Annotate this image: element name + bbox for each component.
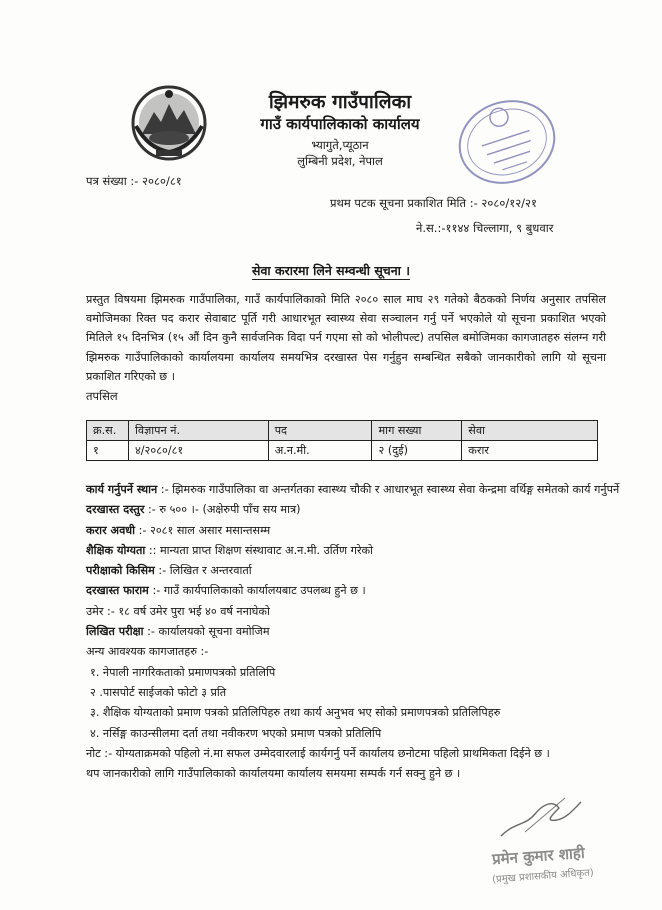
notice-details bbox=[86, 480, 626, 784]
list-item: ४. नर्सिङ्ग काउन्सीलमा दर्ता तथा नवीकरण भएको प्रमाण पत्रको प्रतिलिपि bbox=[90, 726, 382, 740]
age-item: उमेर :- १८ वर्ष उमेर पुरा भई ४० वर्ष ननाघेको bbox=[86, 604, 270, 618]
note-text: नोट :- योग्यताक्रमको पहिलो नं.मा सफल उम्मेदवारलाई कार्यगर्नु पर्ने कार्यालय छनोटमा पहिलो प्राथमिकता दिईने छ । bbox=[86, 746, 550, 760]
fee-text: :- रु ५०० ।- (अक्षेरुपी पाँच सय मात्र) bbox=[148, 503, 301, 517]
workplace-text: :- झिमरुक गाउँपालिका वा अन्तर्गतका स्वास्थ्य चौकी र आधारभूत स्वास्थ्य सेवा केन्द्रमा वर्थिङ्ग समेतको कार्य गर्नुपर्ने bbox=[160, 483, 620, 496]
docs-heading: अन्य आवश्यक कागजातहरु :- bbox=[86, 645, 209, 659]
qualification-item bbox=[86, 541, 626, 561]
nepal-samvat-date: ने.स.:-११४४ चिल्लागा, ९ बुधवार bbox=[416, 221, 554, 235]
form-item bbox=[86, 581, 626, 601]
exam-type-label: परीक्षाको किसिम bbox=[86, 564, 155, 578]
table-cell: करार bbox=[462, 441, 598, 461]
workplace-label: कार्य गर्नुपर्ने स्थान bbox=[86, 483, 158, 496]
closing-text: थप जानकारीको लागि गाउँपालिकाको कार्यालयमा कार्यालय समयमा सम्पर्क गर्न सक्नु हुने छ । bbox=[86, 767, 461, 781]
address-line-1: भ्यागुते,प्यूठान bbox=[311, 138, 369, 152]
workplace-item bbox=[86, 480, 626, 500]
signature-icon bbox=[495, 792, 585, 842]
list-item: २ .पासपोर्ट साईजको फोटो ३ प्रति bbox=[90, 685, 227, 699]
table-header-cell: विज्ञापन नं. bbox=[128, 421, 268, 441]
exam-type-text: :- लिखित र अन्तरवार्ता bbox=[158, 564, 252, 578]
table-header-cell: पद bbox=[268, 421, 372, 441]
form-text: :- गाउँ कार्यपालिकाको कार्यालयबाट उपलब्ध हुने छ । bbox=[152, 584, 366, 598]
table-cell: १ bbox=[87, 441, 129, 461]
duration-item bbox=[86, 521, 626, 541]
table-cell: ४/२०८०/८१ bbox=[128, 441, 268, 461]
duration-label: करार अवधी bbox=[86, 523, 136, 537]
notice-subject bbox=[0, 262, 662, 279]
signatory-name: प्रमेन कुमार शाही bbox=[491, 843, 586, 869]
duration-text: :- २०८१ साल असार मसान्तसम्म bbox=[138, 523, 271, 537]
subject-text: सेवा करारमा लिने सम्वन्धी सूचना । bbox=[252, 263, 410, 278]
form-label: दरखास्त फाराम bbox=[86, 584, 149, 598]
nepal-emblem-icon bbox=[128, 82, 210, 164]
tapsil-label: तपसिल bbox=[86, 389, 118, 403]
list-item: ३. शैक्षिक योग्यताको प्रमाण पत्रको प्रतिलिपिहरु तथा कार्य अनुभव भए सोको प्रमाणपत्रको प्रतिलिपिहरु bbox=[90, 706, 501, 720]
address-line-2: लुम्बिनी प्रदेश, नेपाल bbox=[297, 154, 383, 168]
table-cell: अ.न.मी. bbox=[268, 441, 372, 461]
written-exam-label: लिखित परीक्षा bbox=[86, 625, 144, 639]
table-header-row bbox=[87, 421, 598, 441]
written-exam-text: :- कार्यालयको सूचना वमोजिम bbox=[147, 625, 270, 639]
table-header-cell: क्र.स. bbox=[87, 421, 129, 441]
table-cell: २ (दुई) bbox=[372, 441, 462, 461]
table-header-cell: माग सख्या bbox=[372, 421, 462, 441]
qualification-label: शैक्षिक योग्यता bbox=[86, 543, 146, 557]
vacancy-table bbox=[86, 420, 598, 461]
table-header-cell: सेवा bbox=[462, 421, 598, 441]
fee-label: दरखास्त दस्तुर bbox=[86, 503, 145, 517]
publication-date: प्रथम पटक सूचना प्रकाशित मिति :- २०८०/१२/२१ bbox=[330, 196, 538, 210]
office-stamp-icon bbox=[452, 92, 562, 192]
office-name: गाउँ कार्यपालिकाको कार्यालय bbox=[260, 115, 420, 133]
fee-item bbox=[86, 500, 626, 520]
list-item: १. नेपाली नागरिकताको प्रमाणपत्रको प्रतिलिपि bbox=[90, 665, 276, 679]
signatory-title: (प्रमुख प्रशासकीय अधिकृत) bbox=[491, 867, 595, 886]
qualification-text: :: मान्यता प्राप्त शिक्षण संस्थावाट अ.न.मी. उर्तिण गरेको bbox=[148, 543, 374, 557]
written-exam-item bbox=[86, 622, 626, 642]
table-row bbox=[87, 441, 598, 461]
org-name: झिमरुक गाउँपालिका bbox=[268, 91, 412, 113]
exam-type-item bbox=[86, 561, 626, 581]
reference-number: पत्र संख्या :- २०८०/८१ bbox=[86, 174, 182, 188]
body-paragraph: प्रस्तुत विषयमा झिमरुक गाउँपालिका, गाउँ कार्यपालिकाको मिति २०८० साल माघ २९ गतेको बैठकको निर्णय अनुसार तपसिल वमोजिमका रिक्त पद करार सेवाबाट पूर्ति गरी आधारभूत स्वास्थ्य सेवा सञ्चालन गर्नु पर्ने भएकोले यो सूचना प्रकाशित भएको मितिले १५ दिनभित्र (१५ औं दिन कुनै सार्वजनिक विदा पर्न गएमा सो को भोलीपल्ट) तपसिल बमोजिमका कागजातहरु संलग्न गरी झिमरुक गाउँपालिकाको कार्यालयमा कार्यालय समयभित्र दरखास्त पेस गर्नुहुन सम्बन्धित सबैको जानकारीको लागि यो सूचना प्रकाशित गरिएको छ । bbox=[86, 293, 606, 383]
